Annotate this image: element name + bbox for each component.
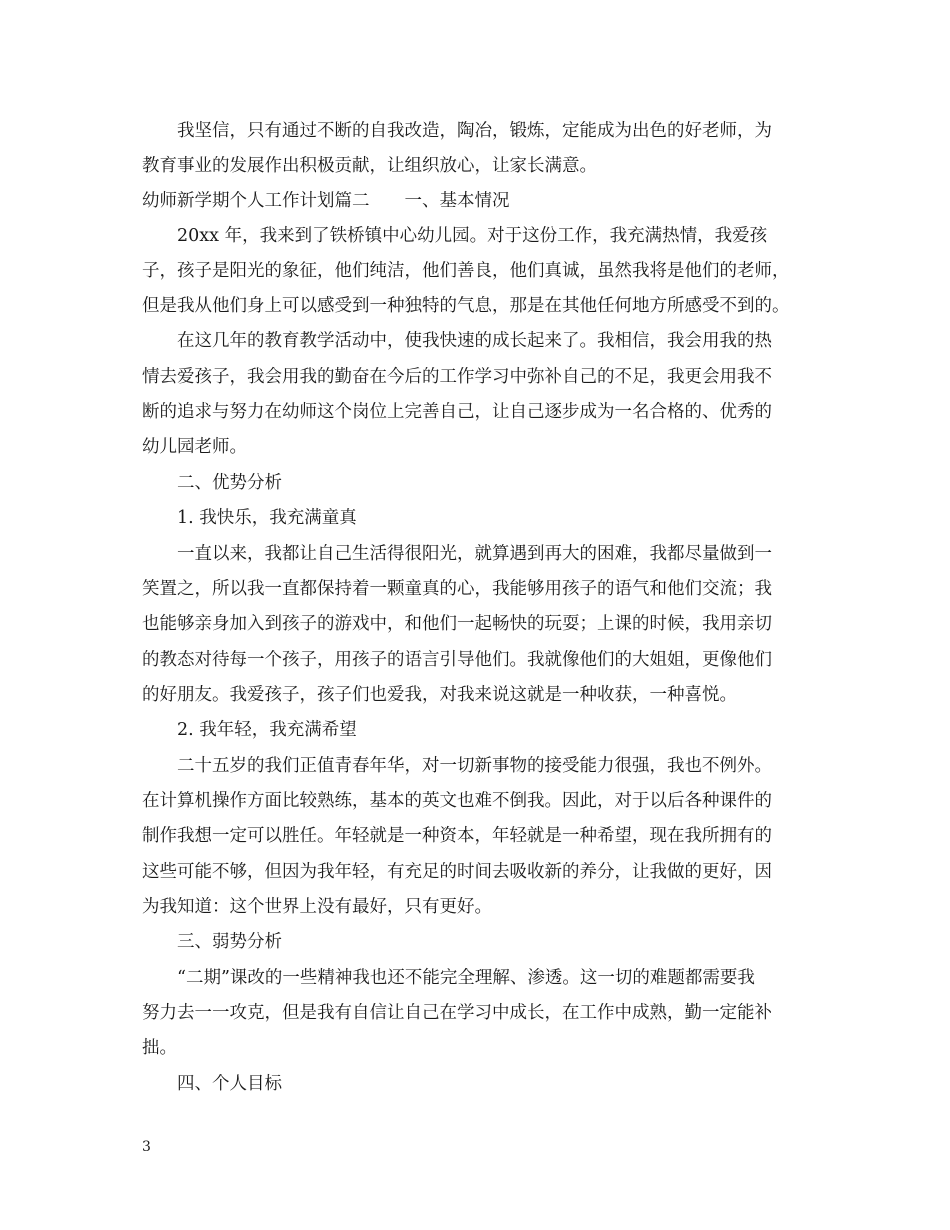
text-line: 为我知道：这个世界上没有最好，只有更好。 bbox=[142, 897, 492, 917]
text-line: 我坚信，只有通过不断的自我改造，陶冶，锻炼，定能成为出色的好老师，为 bbox=[177, 121, 772, 141]
section-heading: 幼师新学期个人工作计划篇二 一、基本情况 bbox=[142, 191, 510, 211]
text-line: 断的追求与努力在幼师这个岗位上完善自己，让自己逐步成为一名合格的、优秀的 bbox=[142, 402, 772, 422]
text-line: 20xx 年，我来到了铁桥镇中心幼儿园。对于这份工作，我充满热情，我爱孩 bbox=[177, 226, 768, 246]
text-line: 的教态对待每一个孩子，用孩子的语言引导他们。我就像他们的大姐姐，更像他们 bbox=[142, 650, 772, 670]
text-line: 但是我从他们身上可以感受到一种独特的气息，那是在其他任何地方所感受不到的。 bbox=[142, 296, 790, 316]
text-line: 子，孩子是阳光的象征，他们纯洁，他们善良，他们真诚，虽然我将是他们的老师， bbox=[142, 261, 790, 281]
text-line: 二十五岁的我们正值青春年华，对一切新事物的接受能力很强，我也不例外。 bbox=[177, 756, 772, 776]
text-line: 教育事业的发展作出积极贡献，让组织放心，让家长满意。 bbox=[142, 156, 597, 176]
text-line: 幼儿园老师。 bbox=[142, 437, 247, 457]
text-line: 拙。 bbox=[142, 1038, 177, 1058]
subsection-heading: 1. 我快乐，我充满童真 bbox=[177, 508, 357, 528]
text-line: 在这几年的教育教学活动中，使我快速的成长起来了。我相信，我会用我的热 bbox=[177, 331, 772, 351]
text-line: 也能够亲身加入到孩子的游戏中，和他们一起畅快的玩耍；上课的时候，我用亲切 bbox=[142, 614, 772, 634]
text-line: “二期”课改的一些精神我也还不能完全理解、渗透。这一切的难题都需要我 bbox=[177, 968, 755, 988]
section-heading: 四、个人目标 bbox=[177, 1074, 282, 1094]
text-line: 的好朋友。我爱孩子，孩子们也爱我，对我来说这就是一种收获，一种喜悦。 bbox=[142, 685, 737, 705]
text-line: 努力去一一攻克，但是我有自信让自己在学习中成长，在工作中成熟，勤一定能补 bbox=[142, 1003, 772, 1023]
text-line: 制作我想一定可以胜任。年轻就是一种资本，年轻就是一种希望，现在我所拥有的 bbox=[142, 826, 772, 846]
section-heading: 三、弱势分析 bbox=[177, 932, 282, 952]
page-number: 3 bbox=[142, 1139, 151, 1155]
section-heading: 二、优势分析 bbox=[177, 473, 282, 493]
text-line: 情去爱孩子，我会用我的勤奋在今后的工作学习中弥补自己的不足，我更会用我不 bbox=[142, 367, 772, 387]
text-line: 一直以来，我都让自己生活得很阳光，就算遇到再大的困难，我都尽量做到一 bbox=[177, 544, 772, 564]
text-line: 笑置之，所以我一直都保持着一颗童真的心，我能够用孩子的语气和他们交流；我 bbox=[142, 579, 772, 599]
subsection-heading: 2. 我年轻，我充满希望 bbox=[177, 720, 357, 740]
text-line: 这些可能不够，但因为我年轻，有充足的时间去吸收新的养分，让我做的更好，因 bbox=[142, 862, 772, 882]
text-line: 在计算机操作方面比较熟练，基本的英文也难不倒我。因此，对于以后各种课件的 bbox=[142, 791, 772, 811]
